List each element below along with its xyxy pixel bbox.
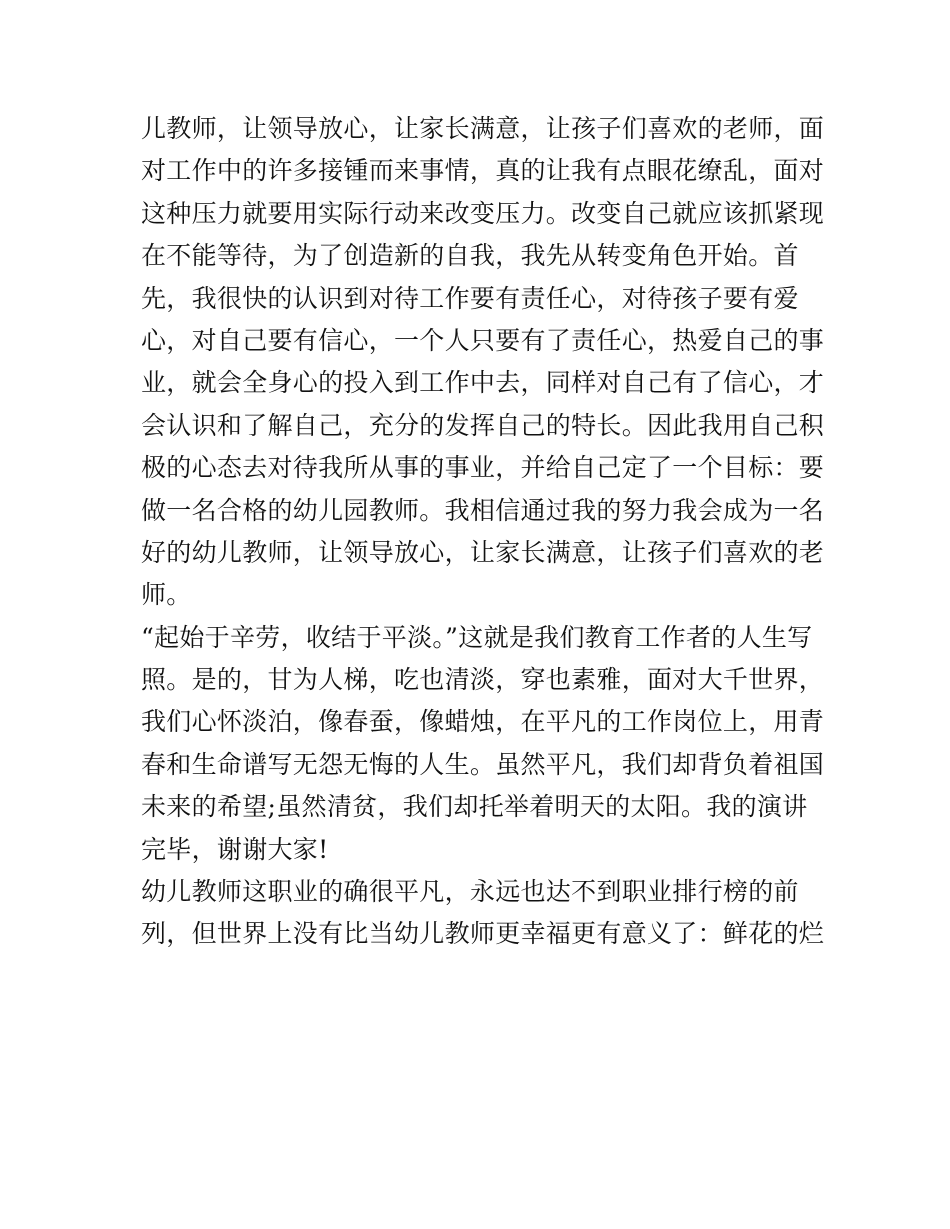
text-line: 在不能等待，为了创造新的自我，我先从转变角色开始。首 (141, 241, 799, 271)
text-line: 儿教师，让领导放心，让家长满意，让孩子们喜欢的老师，面 (141, 114, 825, 143)
text-line: 先，我很快的认识到对待工作要有责任心，对待孩子要有爱 (141, 283, 799, 313)
text-line: 完毕，谢谢大家! (141, 834, 329, 864)
text-line: 幼儿教师这职业的确很平凡，永远也达不到职业排行榜的前 (141, 877, 799, 907)
text-line: 业，就会全身心的投入到工作中去，同样对自己有了信心，才 (141, 368, 825, 398)
text-line: 未来的希望;虽然清贫，我们却托举着明天的太阳。我的演讲 (141, 792, 808, 822)
text-line: 照。是的，甘为人梯，吃也清淡，穿也素雅，面对大千世界， (141, 665, 825, 695)
text-line: 做一名合格的幼儿园教师。我相信通过我的努力我会成为一名 (141, 495, 825, 525)
text-line: “起始于辛劳，收结于平淡。”这就是我们教育工作者的人生写 (141, 622, 813, 652)
text-line: 师。 (141, 580, 192, 610)
text-line: 这种压力就要用实际行动来改变压力。改变自己就应该抓紧现 (141, 198, 825, 228)
text-line: 极的心态去对待我所从事的事业，并给自己定了一个目标：要 (141, 453, 825, 483)
text-line: 会认识和了解自己，充分的发挥自己的特长。因此我用自己积 (141, 410, 825, 440)
text-line: 好的幼儿教师，让领导放心，让家长满意，让孩子们喜欢的老 (141, 537, 825, 567)
text-line: 春和生命谱写无怨无悔的人生。虽然平凡，我们却背负着祖国 (141, 749, 825, 779)
text-line: 心，对自己要有信心，一个人只要有了责任心，热爱自己的事 (141, 325, 825, 355)
text-line: 我们心怀淡泊，像春蚕，像蜡烛，在平凡的工作岗位上，用青 (141, 707, 825, 737)
text-line: 列，但世界上没有比当幼儿教师更幸福更有意义了：鲜花的烂 (141, 919, 825, 949)
text-line: 对工作中的许多接锺而来事情，真的让我有点眼花缭乱，面对 (141, 156, 825, 186)
document-body (141, 108, 825, 956)
